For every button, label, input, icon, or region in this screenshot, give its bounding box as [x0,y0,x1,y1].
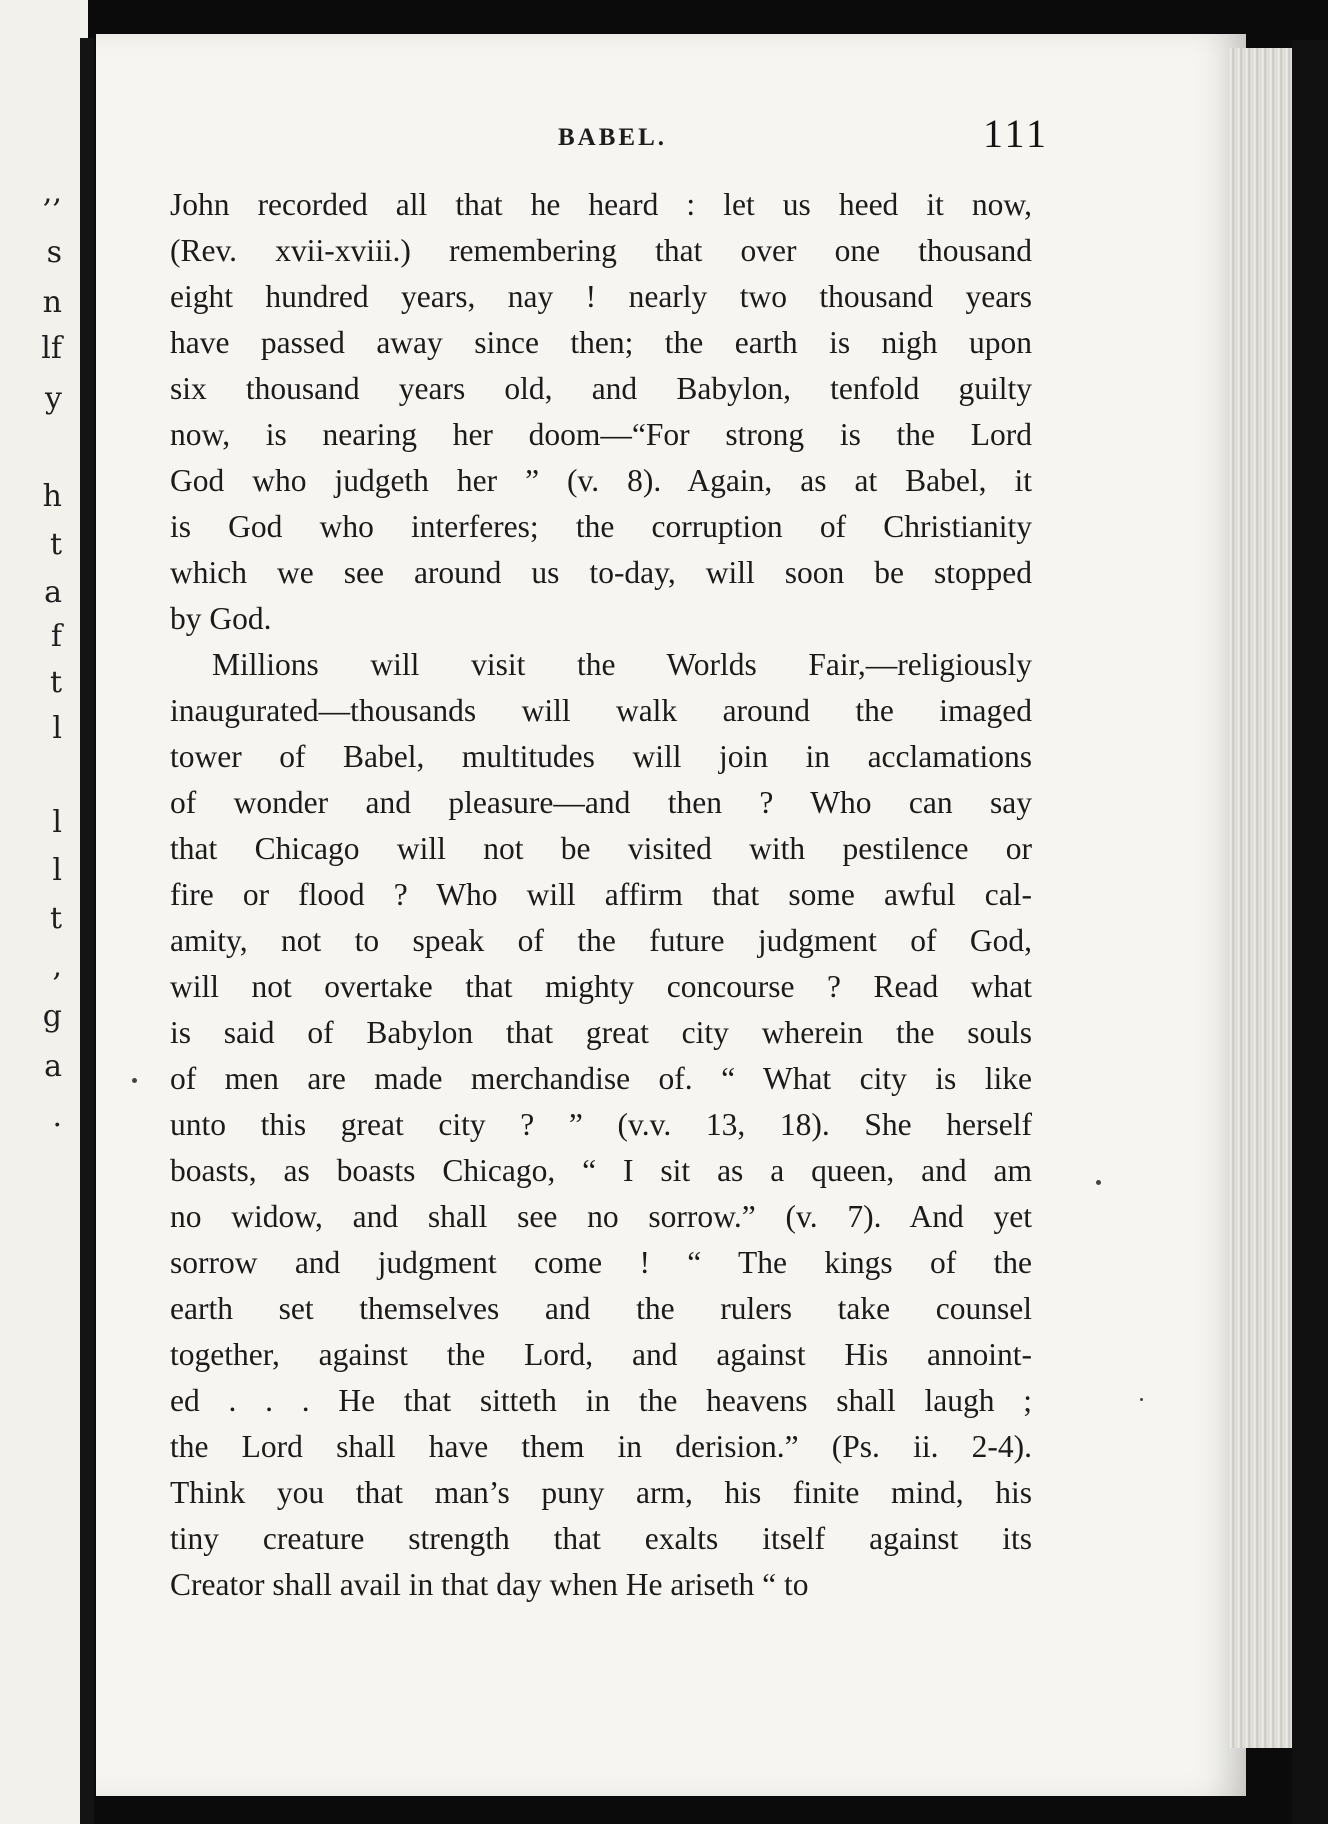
text-line: ed . . . He that sitteth in the heavens shall laugh ; [170,1383,1032,1418]
left-page-fragment: g [42,999,62,1034]
dust-speck [1096,1180,1101,1185]
text-line: of wonder and pleasure—and then ? Who can say [170,785,1032,820]
text-line: sorrow and judgment come ! “ The kings of the [170,1245,1032,1280]
left-page-text-fragments [0,0,70,1824]
book-gutter [80,38,94,1824]
text-line: no widow, and shall see no sorrow.” (v. 7). And yet [170,1199,1032,1234]
left-page-fragment: l [52,711,62,746]
text-line: Think you that man’s puny arm, his finite mind, his [170,1475,1032,1510]
left-page-fragment: a [44,575,62,610]
text-line: inaugurated—thousands will walk around the imaged [170,693,1032,728]
left-page-fragment: s [46,235,62,270]
body-text [170,182,1032,1608]
text-line: is said of Babylon that great city wherein the souls [170,1015,1032,1050]
text-line: which we see around us to-day, will soon be stopped [170,555,1032,590]
left-page-fragment: , [52,949,62,984]
text-line: will not overtake that mighty concourse ? Read what [170,969,1032,1004]
left-page-fragment: n [42,285,62,320]
left-page-fragment: lf [41,331,62,366]
background-right [1292,40,1328,1824]
left-page-fragment: ,, [42,175,62,210]
page-number: 111 [983,111,1050,156]
left-page-fragment: t [49,665,62,700]
text-line: that Chicago will not be visited with pestilence or [170,831,1032,866]
left-page-fragment: h [42,479,62,514]
text-line: (Rev. xvii-xviii.) remembering that over one thousand [170,233,1032,268]
dust-speck [1140,1398,1143,1401]
left-page-fragment: l [52,853,62,888]
left-page-fragment: y [45,381,62,416]
text-line: the Lord shall have them in derision.” (Ps. ii. 2-4). [170,1429,1032,1464]
text-line: God who judgeth her ” (v. 8). Again, as at Babel, it [170,463,1032,498]
text-line: tiny creature strength that exalts itself against its [170,1521,1032,1556]
running-head-title: BABEL. [558,124,668,151]
text-line: six thousand years old, and Babylon, tenfold guilty [170,371,1032,406]
text-line: amity, not to speak of the future judgment of God, [170,923,1032,958]
left-page-fragment: a [44,1049,62,1084]
left-page-fragment: f [50,619,62,654]
left-page-fragment: l [52,805,62,840]
left-page-fragment: t [49,527,62,562]
left-page-fragment: . [52,1099,62,1134]
text-line: eight hundred years, nay ! nearly two thousand years [170,279,1032,314]
dust-speck [132,1078,137,1083]
text-line: boasts, as boasts Chicago, “ I sit as a queen, and am [170,1153,1032,1188]
text-line: by God. [170,601,272,636]
text-line: fire or flood ? Who will affirm that some awful cal- [170,877,1032,912]
text-line: is God who interferes; the corruption of Christianity [170,509,1032,544]
text-line: earth set themselves and the rulers take counsel [170,1291,1032,1326]
running-head [96,111,1246,160]
text-line: John recorded all that he heard : let us heed it now, [170,187,1032,222]
text-line: Millions will visit the Worlds Fair,—religiously [212,647,1032,682]
text-line: now, is nearing her doom—“For strong is the Lord [170,417,1032,452]
text-line: of men are made merchandise of. “ What city is like [170,1061,1032,1096]
text-line: have passed away since then; the earth is nigh upon [170,325,1032,360]
text-line: tower of Babel, multitudes will join in acclamations [170,739,1032,774]
page-stack-edges [1228,48,1292,1748]
left-page-fragment: t [49,901,62,936]
text-line: unto this great city ? ” (v.v. 13, 18). She herself [170,1107,1032,1142]
text-line: Creator shall avail in that day when He ariseth “ to [170,1567,809,1602]
text-line: together, against the Lord, and against His annoint- [170,1337,1032,1372]
